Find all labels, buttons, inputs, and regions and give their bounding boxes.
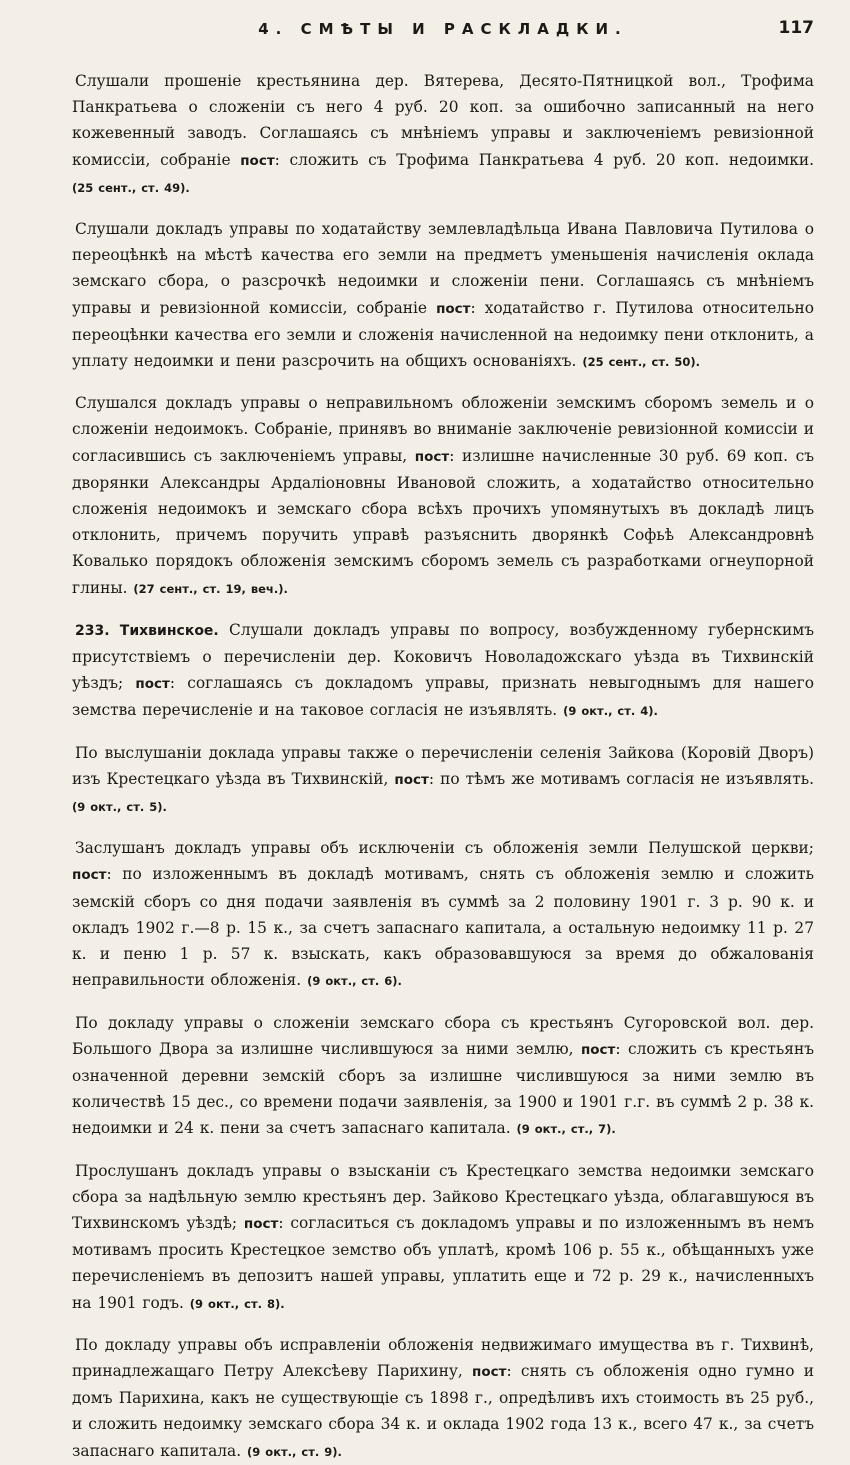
page-number: 117 xyxy=(778,18,814,38)
keyword-post: пост xyxy=(394,771,429,788)
keyword-post: пост xyxy=(243,1215,279,1232)
minutes-reference: (25 сент., ст. 50). xyxy=(582,355,701,370)
paragraph: 233. Тихвинское. Слушали докладъ управы по вопросу, возбужденному губернскимъ присутствіемъ о перечисленіи дер. Коковичъ Новоладожскаго уѣзда въ Тихвинскій уѣздъ; пост: соглашаясь съ докладомъ управы, признать невыгоднымъ для нашего земства перечисленіе и на таковое согласія не изъявлять. (9 окт., ст. 4). xyxy=(72,620,814,720)
minutes-reference: (9 окт., ст. 9). xyxy=(247,1444,342,1459)
keyword-post: пост xyxy=(414,448,450,465)
paragraph: По докладу управы о сложеніи земскаго сбора съ крестьянъ Сугоровской вол. дер. Большого Двора за излишне числившуюся за ними землю, пост: сложить съ крестьянъ означенной деревни земскій сборъ за излишне числившуюся за ними землю въ количествѣ 15 дес., со времени подачи заявленія, за 1900 и 1901 г.г. въ суммѣ 2 р. 38 к. недоимки и 24 к. пени за счетъ запаснаго капитала. (9 окт., ст., 7). xyxy=(72,1013,814,1138)
minutes-reference: (9 окт., ст., 7). xyxy=(516,1122,616,1137)
minutes-reference: (25 сент., ст. 49). xyxy=(72,180,190,195)
paragraph: Заслушанъ докладъ управы объ исключеніи съ обложенія земли Пелушской церкви; пост: по изложеннымъ въ докладѣ мотивамъ, снять съ обложенія землю и сложить земскій сборъ со дня подачи заявленія въ суммѣ за 2 половину 1901 г. 3 р. 90 к. и окладъ 1902 г.—8 р. 15 к., за счетъ запаснаго капитала, а остальную недоимку 11 р. 27 к. и пеню 1 р. 57 к. взыскать, какъ образовавшуюся за время до обжалованія неправильности обложенія. (9 окт., ст. 6). xyxy=(72,839,814,990)
minutes-reference: (9 окт., ст. 8). xyxy=(189,1296,285,1311)
minutes-reference: (9 окт., ст. 5). xyxy=(72,800,167,815)
paragraph: Слушался докладъ управы о неправильномъ обложеніи земскимъ сборомъ земель и о сложеніи недоимокъ. Собраніе, принявъ во вниманіе заключеніе ревизіонной комиссіи и согласившись съ заключеніемъ управы, пост: излишне начисленные 30 руб. 69 коп. съ дворянки Александры Ардаліоновны Ивановой сложить, а ходатайство относительно сложенія недоимокъ и земскаго сбора всѣхъ прочихъ упомянутыхъ въ докладѣ лицъ отклонить, причемъ поручить управѣ разъяснить дворянкѣ Софьѣ Александровнѣ Ковалько порядокъ обложенія земскимъ сборомъ земель съ разработками огнеупорной глины. (27 сент., ст. 19, веч.). xyxy=(72,394,814,597)
keyword-post: пост xyxy=(436,300,471,317)
keyword-post: пост xyxy=(472,1363,507,1380)
keyword-post: пост xyxy=(580,1041,616,1058)
paragraph: Слушали докладъ управы по ходатайству землевладѣльца Ивана Павловича Путилова о переоцѣнкѣ на мѣстѣ качества его земли на предметъ уменьшенія начисленія оклада земскаго сбора, о разсрочкѣ недоимки и сложеніи пени. Соглашаясь съ мнѣніемъ управы и ревизіонной комиссіи, собраніе пост: ходатайство г. Путилова относительно переоцѣнки качества его земли и сложенія начисленной на недоимку пени отклонить, а уплату недоимки и пени разсрочить на общихъ основаніяхъ. (25 сент., ст. 50). xyxy=(72,220,814,371)
paragraph: По выслушаніи доклада управы также о перечисленіи селенія Зайкова (Коровій Дворъ) изъ Крестецкаго уѣзда въ Тихвинскій, пост: по тѣмъ же мотивамъ согласія не изъявлять. (9 окт., ст. 5). xyxy=(72,743,814,815)
keyword-post: пост xyxy=(135,676,170,693)
minutes-reference: (9 окт., ст. 4). xyxy=(563,704,658,719)
chapter-title: 4. СМѢТЫ И РАСКЛАДКИ. xyxy=(258,20,628,38)
keyword-post: пост xyxy=(72,867,107,884)
running-header xyxy=(72,18,814,50)
minutes-reference: (27 сент., ст. 19, веч.). xyxy=(133,581,288,596)
paragraph: Слушали прошеніе крестьянина дер. Вятерева, Десято-Пятницкой вол., Трофима Панкратьева о сложеніи съ него 4 руб. 20 коп. за ошибочно записанный на него кожевенный заводъ. Соглашаясь съ мнѣніемъ управы и заключеніемъ ревизіонной комиссіи, собраніе пост: сложить съ Трофима Панкратьева 4 руб. 20 коп. недоимки. (25 сент., ст. 49). xyxy=(72,72,814,195)
paragraph: По докладу управы объ исправленіи обложенія недвижимаго имущества въ г. Тихвинѣ, принадлежащаго Петру Алексѣеву Парихину, пост: снять съ обложенія одно гумно и домъ Парихина, какъ не существующіе съ 1898 г., опредѣливъ ихъ стоимость въ 25 руб., и сложить недоимку земскаго сбора 34 к. и оклада 1902 года 13 к., всего 47 к., за счетъ запаснаго капитала. (9 окт., ст. 9). xyxy=(72,1335,814,1460)
section-lead: 233. Тихвинское. xyxy=(75,622,219,639)
minutes-reference: (9 окт., ст. 6). xyxy=(307,974,402,989)
keyword-post: пост xyxy=(240,152,275,169)
paragraph: Прослушанъ докладъ управы о взысканіи съ Крестецкаго земства недоимки земскаго сбора за надѣльную землю крестьянъ дер. Зайково Крестецкаго уѣзда, облагавшуюся въ Тихвинскомъ уѣздѣ; пост: согласиться съ докладомъ управы и по изложеннымъ въ немъ мотивамъ просить Крестецкое земство объ уплатѣ, кромѣ 106 р. 55 к., обѣщанныхъ уже перечисленіемъ въ депозитъ нашей управы, уплатить еще и 72 р. 29 к., начисленныхъ на 1901 годъ. (9 окт., ст. 8). xyxy=(72,1161,814,1312)
